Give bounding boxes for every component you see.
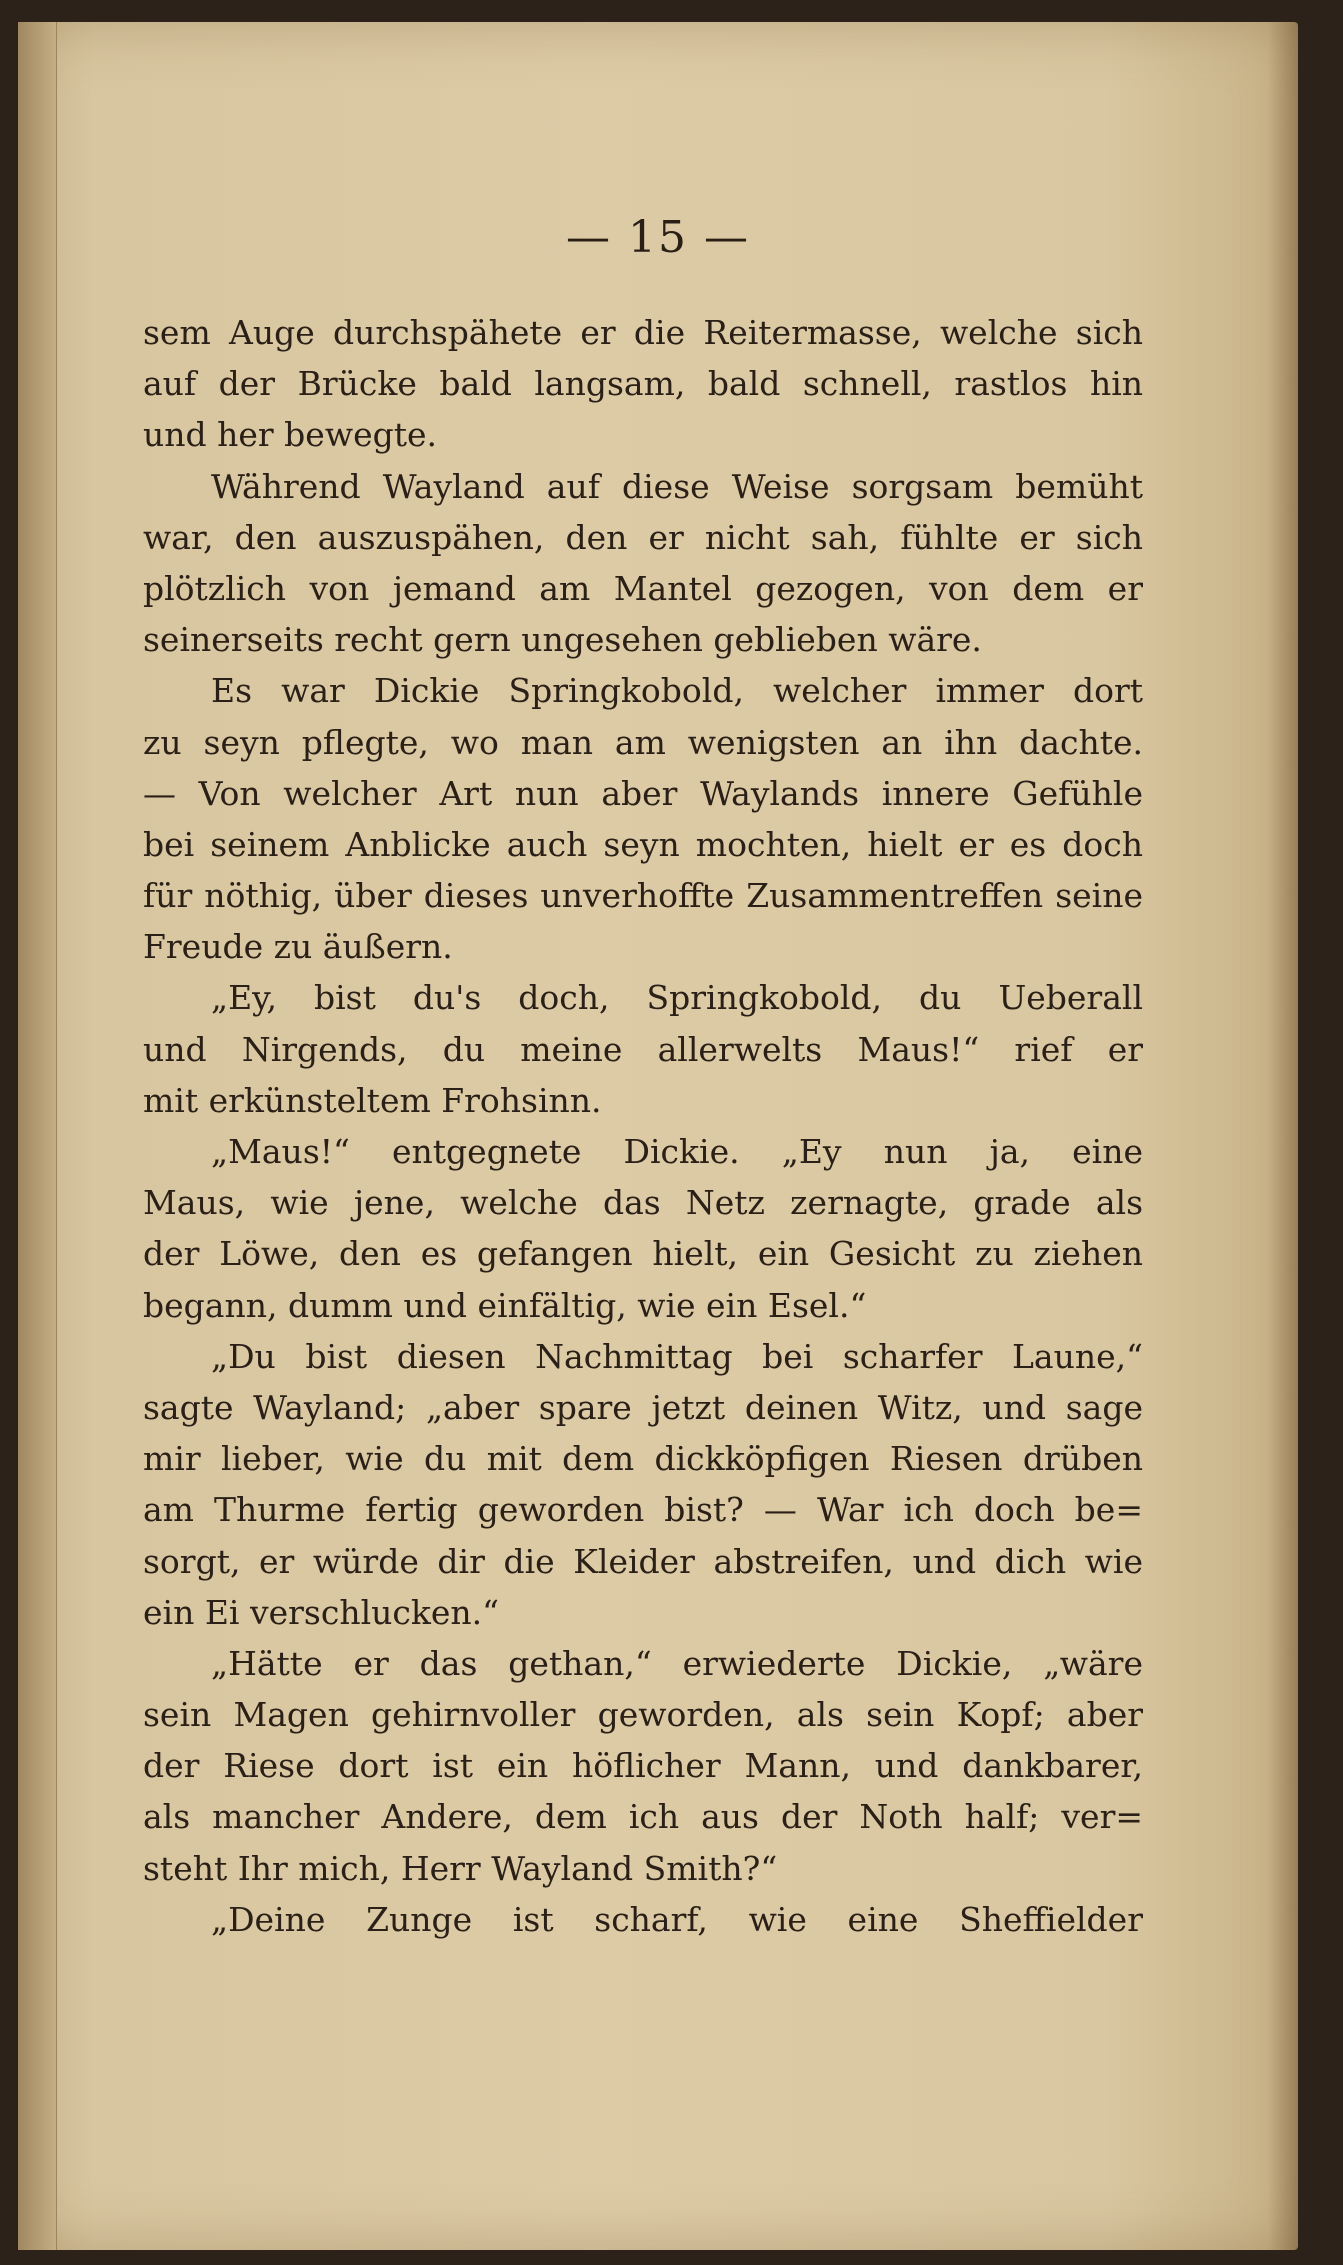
- text-line: war, den auszuspähen, den er nicht sah, fühlte er sich: [143, 517, 1143, 557]
- page-body-text: [143, 307, 1143, 1945]
- page-right-edge: [1268, 22, 1298, 2250]
- text-line: auf der Brücke bald langsam, bald schnell, rastlos hin: [143, 364, 1143, 404]
- text-line: als mancher Andere, dem ich aus der Noth half; ver=: [143, 1797, 1143, 1837]
- text-line: bei seinem Anblicke auch seyn mochten, hielt er es doch: [143, 824, 1143, 864]
- text-line: der Riese dort ist ein höflicher Mann, und dankbarer,: [143, 1746, 1143, 1786]
- text-line: „Du bist diesen Nachmittag bei scharfer Laune,“: [211, 1336, 1143, 1376]
- text-line: zu seyn pflegte, wo man am wenigsten an ihn dachte.: [143, 722, 1143, 762]
- text-line: „Hätte er das gethan,“ erwiederte Dickie, „wäre: [211, 1643, 1143, 1683]
- text-line: sem Auge durchspähete er die Reitermasse, welche sich: [143, 313, 1143, 352]
- text-line: Maus, wie jene, welche das Netz zernagte, grade als: [143, 1183, 1143, 1223]
- text-line: Es war Dickie Springkobold, welcher immer dort: [211, 671, 1143, 711]
- text-line: begann, dumm und einfältig, wie ein Esel.“: [143, 1285, 867, 1325]
- text-line: mir lieber, wie du mit dem dickköpfigen Riesen drüben: [143, 1439, 1143, 1479]
- text-line: „Ey, bist du's doch, Springkobold, du Ueberall: [211, 978, 1143, 1018]
- text-line: und Nirgends, du meine allerwelts Maus!“ rief er: [143, 1029, 1143, 1069]
- text-line: steht Ihr mich, Herr Wayland Smith?“: [143, 1848, 778, 1888]
- book-page: [18, 22, 1298, 2250]
- text-line: plötzlich von jemand am Mantel gezogen, von dem er: [143, 568, 1143, 608]
- text-line: am Thurme fertig geworden bist? — War ich doch be=: [143, 1490, 1143, 1530]
- text-line: „Deine Zunge ist scharf, wie eine Sheffielder: [211, 1899, 1143, 1939]
- text-line: sorgt, er würde dir die Kleider abstreifen, und dich wie: [143, 1541, 1143, 1581]
- text-line: Während Wayland auf diese Weise sorgsam bemüht: [211, 466, 1143, 506]
- text-line: Freude zu äußern.: [143, 927, 453, 967]
- page-binding-edge: [18, 22, 57, 2250]
- text-line: mit erkünsteltem Frohsinn.: [143, 1080, 602, 1120]
- text-line: sagte Wayland; „aber spare jetzt deinen Witz, und sage: [143, 1387, 1143, 1427]
- text-line: für nöthig, über dieses unverhoffte Zusammentreffen seine: [143, 876, 1143, 916]
- text-line: und her bewegte.: [143, 415, 438, 455]
- text-line: seinerseits recht gern ungesehen geblieben wäre.: [143, 620, 982, 660]
- text-line: der Löwe, den es gefangen hielt, ein Gesicht zu ziehen: [143, 1234, 1143, 1274]
- page-number-header: — 15 —: [566, 212, 750, 263]
- text-line: „Maus!“ entgegnete Dickie. „Ey nun ja, eine: [211, 1132, 1143, 1171]
- text-line: — Von welcher Art nun aber Waylands innere Gefühle: [143, 773, 1143, 813]
- text-line: sein Magen gehirnvoller geworden, als sein Kopf; aber: [143, 1695, 1143, 1735]
- text-line: ein Ei verschlucken.“: [143, 1592, 500, 1632]
